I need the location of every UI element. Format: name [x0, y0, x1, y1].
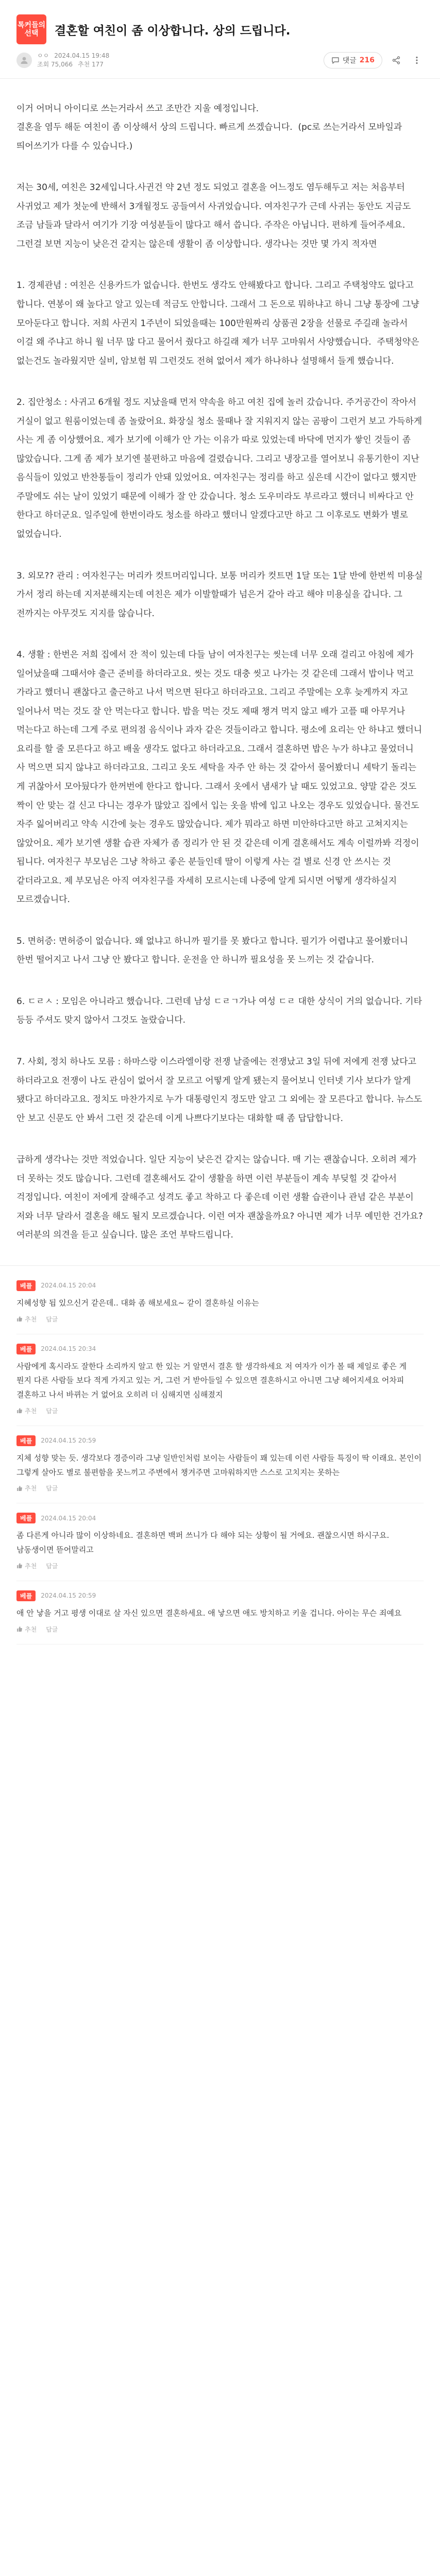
share-icon: [392, 56, 401, 65]
spacer: [16, 253, 424, 276]
paragraph-intro: 이거 어머니 아이디로 쓰는거라서 쓰고 조만간 지울 예정입니다. 결혼을 염두 해둔 여친이 좀 이상해서 상의 드립니다. 빠르게 쓰겠습니다. (pc로 쓰는거라서 모바일과 띄어쓰기가 다를 수 있습니다.): [16, 103, 402, 151]
best-comments: [0, 1265, 440, 1660]
comment-item: [16, 1503, 424, 1581]
thumbs-up-icon: [16, 1626, 23, 1632]
author-name[interactable]: ㅇㅇ: [37, 52, 49, 59]
comment-label: 댓글: [342, 56, 357, 65]
title-row: [16, 14, 424, 44]
comment-text: 애 안 낳을 거고 평생 이대로 살 자신 있으면 결혼하세요. 애 낳으면 애도 방치하고 키울 겁니다. 아이는 무슨 죄예요: [16, 1608, 402, 1618]
spacer: [16, 1128, 424, 1150]
post-date: 2024.04.15 19:48: [54, 52, 110, 59]
comment-actions: [16, 1315, 424, 1324]
view-count: 조회 75,066: [37, 60, 73, 68]
thumbs-up-icon: [16, 1408, 23, 1414]
comment-header: [16, 1344, 424, 1354]
comment-actions: [16, 1562, 424, 1570]
post-title: 결혼할 여친이 좀 이상합니다. 상의 드립니다.: [55, 24, 291, 38]
comment-count: 216: [359, 56, 375, 64]
best-comment-badge: 베플: [16, 1590, 36, 1601]
post-meta: [16, 52, 424, 69]
post-header: [0, 0, 440, 79]
speech-bubble-icon: [331, 56, 340, 64]
best-comment-badge: 베플: [16, 1280, 36, 1291]
badge-line-2: 선택: [24, 29, 39, 38]
paragraph-society: 7. 사회, 정치 하나도 모름 : 하마스랑 이스라엘이랑 전쟁 날줄에는 전쟁났고 3일 뒤에 저에게 전쟁 났다고 하더라고요 전쟁이 나도 관심이 없어서 잘 모르고 어떻게 알게 됐는지 물어보니 인터넷 기사 보다가 알게 됐다고 하더라고요. 정치도 마찬가지로 누가 대통령인지 정도만 알고 그 외에는 잘 모른다고 합니다. 뉴스도 안 보고 신문도 안 봐서 그런 것 같은데 이게 나쁘다기보다는 대화할 때 좀 답답합니다.: [16, 1057, 425, 1124]
paragraph-lifestyle: 4. 생활 : 한번은 저희 집에서 잔 적이 있는데 다들 남이 여자친구는 씻는데 너무 오래 걸리고 아침에 제가 일어났을때 그때서야 출근 준비를 하더라고요. 씻는 것도 대충 씻고 나가는 것 같은데 그래서 밥이나 먹고 가라고 했더니 괜찮다고 출근하고 나서 먹으면 된다고 하더라고요. 그리고 주말에는 오후 늦게까지 자고 일어나서 먹는 것도 잘 안 먹는다고 합니다. 밥을 먹는 것도 제때 챙겨 먹지 않고 배가 고플 때 아무거나 먹는다고 하는데 그게 주로 편의점 음식이나 과자 같은 것들이라고 합니다. 평소에 요리는 안 하냐고 했더니 요리를 할 줄 모른다고 하고 배울 생각도 없다고 하더라고요. 그래서 결혼하면 밥은 누가 하냐고 물었더니 사 먹으면 되지 않냐고 하더라고요. 그리고 옷도 세탁을 자주 안 하는 것 같아서 물어봤더니 세탁기 돌리는 게 귀찮아서 모아뒀다가 한꺼번에 한다고 합니다. 그래서 옷에서 냄새가 날 때도 있었고요. 양말 같은 것도 짝이 안 맞는 걸 신고 다니는 경우가 많았고 집에서 입는 옷을 밖에 입고 나오는 경우도 있었습니다. 물건도 자주 잃어버리고 약속 시간에 늦는 경우도 많았습니다. 제가 뭐라고 하면 미안하다고만 하고 고쳐지지는 않았어요. 제가 보기엔 생활 습관 자체가 좀 정리가 안 된 것 같은데 이게 결혼해서도 계속 이럴까봐 걱정이 됩니다. 여자친구 부모님은 그냥 착하고 좋은 분들인데 딸이 이렇게 사는 걸 별로 신경 안 쓰시는 것 같더라고요. 제 부모님은 아직 여자친구를 자세히 모르시는데 나중에 알게 되시면 어떻게 생각하실지 모르겠습니다.: [16, 650, 425, 905]
spacer: [16, 544, 424, 567]
spacer: [16, 1030, 424, 1053]
comment-count-button[interactable]: [324, 52, 382, 69]
thumbs-up-icon: [16, 1485, 23, 1492]
more-options-button[interactable]: [410, 54, 424, 67]
reply-button[interactable]: 답글: [46, 1485, 58, 1493]
recommend-count: 추천 177: [78, 60, 104, 68]
like-button[interactable]: [16, 1315, 37, 1324]
spacer: [16, 909, 424, 932]
thumbs-up-icon: [16, 1563, 23, 1569]
comment-date: 2024.04.15 20:04: [41, 1514, 96, 1522]
comment-text: 지체 성향 맞는 듯. 생각보다 경증이라 그냥 일반인처럼 보이는 사람들이 꽤 있는데 이런 사람들 특징이 딱 이래요. 본인이 그렇게 살아도 별로 불편함을 못느끼고 주변에서 챙겨주면 고마워하지만 스스로 고치지는 못하는: [16, 1453, 424, 1477]
comment-date: 2024.04.15 20:34: [41, 1345, 96, 1353]
spacer: [16, 156, 424, 178]
paragraph-appearance: 3. 외모?? 관리 : 여자친구는 머리카 컷트머리입니다. 보통 머리카 컷트면 1달 또는 1달 반에 한번씩 미용실 가서 정리 하는데 지저분해지는데 여친은 제가 이발할때가 넘은거 같아 라고 해야 미용실을 갑니다. 그 전까지는 아무것도 지지를 않습니다.: [16, 570, 426, 619]
paragraph-conclusion: 급하게 생각나는 것만 적었습니다. 일단 지능이 낮은건 같지는 않습니다. 매 기는 괜찮습니다. 오히려 제가 더 못하는 것도 많습니다. 그런데 결혼해서도 같이 생활을 하면 이런 부분들이 계속 부딪힐 것 같아서 걱정입니다. 여친이 저에게 잘해주고 성격도 좋고 착하고 다 좋은데 이런 생활 습관이나 관념 같은 부분이 저와 너무 달라서 결혼을 해도 될지 모르겠습니다. 이런 여자 괜찮을까요? 아니면 제가 너무 예민한 건가요? 여러분의 의견을 듣고 싶습니다. 많은 조언 부탁드립니다.: [16, 1155, 426, 1241]
like-label: 추천: [25, 1562, 37, 1570]
best-comment-badge: 베플: [16, 1344, 36, 1354]
best-comment-badge: 베플: [16, 1513, 36, 1523]
more-vertical-icon: [412, 56, 421, 65]
comment-actions: [16, 1484, 424, 1493]
spacer: [16, 970, 424, 992]
reply-button[interactable]: 답글: [46, 1625, 58, 1633]
comment-item: [16, 1334, 424, 1426]
paragraph-background: 저는 30세, 여친은 32세입니다.사귄건 약 2년 정도 되었고 결혼을 어느정도 염두해두고 저는 처음부터 사귀었고 제가 첫눈에 반해서 3개월정도 공들여서 사귀었습니다. 여자친구가 근데 사귀는 동안도 지금도 조금 남들과 달라서 여기가 기장 여성분들이 많다고 해서 씁니다. 주작은 아닙니다. 편하게 들어주세요. 그런걸 보면 지능이 낮은건 같지는 않은데 생활이 좀 이상합니다. 생각나는 것만 몇 가지 적자면: [16, 182, 414, 249]
comment-text: 사람에게 혹시라도 잘한다 소리까지 알고 한 있는 거 알면서 결혼 할 생각하세요 저 여자가 이가 볼 때 제일로 좋은 게 뭔지 다른 사람들 보다 적게 가지고 있는 거, 그런 거 받아들일 수 있으면 결혼하시고 아니면 그냥 헤어지세요 어차피 결혼하고 나서 바뀌는 거 없어요 오히려 더 심해지면 심해졌지: [16, 1361, 409, 1400]
meta-stats: [37, 60, 109, 69]
comment-header: [16, 1590, 424, 1601]
comment-date: 2024.04.15 20:59: [41, 1592, 96, 1600]
meta-line: [37, 52, 109, 60]
best-comment-badge: 베플: [16, 1435, 36, 1446]
comment-header: [16, 1280, 424, 1291]
comment-item: [16, 1581, 424, 1645]
post-body: [0, 79, 440, 1265]
like-label: 추천: [25, 1625, 37, 1633]
comment-text: 좀 다른게 아니라 많이 이상하네요. 결혼하면 백퍼 쓰니가 다 해야 되는 상황이 될 거에요. 괜찮으시면 하시구요. 남동생이면 뜯어말리고: [16, 1531, 392, 1555]
comment-item: [16, 1426, 424, 1504]
comment-date: 2024.04.15 20:04: [41, 1282, 96, 1290]
reply-button[interactable]: 답글: [46, 1407, 58, 1415]
comment-header: [16, 1435, 424, 1446]
comment-actions: [16, 1406, 424, 1415]
like-button[interactable]: [16, 1562, 37, 1570]
paragraph-license: 5. 면허증: 면허증이 없습니다. 왜 없냐고 하니까 필기를 못 봤다고 합니다. 필기가 어렵냐고 물어봤더니 한번 떨어지고 나서 그냥 안 봤다고 합니다. 운전을 안 하니까 필요성을 못 느끼는 것 같습니다.: [16, 936, 411, 965]
like-label: 추천: [25, 1485, 37, 1493]
like-label: 추천: [25, 1407, 37, 1415]
paragraph-economy: 1. 경제관념 : 여친은 신용카드가 없습니다. 한번도 생각도 안해봤다고 합니다. 그리고 주택청약도 없다고 합니다. 연봉이 왜 높다고 알고 있는데 적금도 안합니다. 그래서 그 돈으로 뭐하냐고 하니 그냥 통장에 그냥 모아둔다고 합니다. 저희 사귄지 1주년이 되었을때는 100만원짜리 상품권 2장을 선물로 주길래 놀라서 이걸 왜 주냐고 하니 월 너무 많 다고 물어서 줬다고 하길래 제가 너무 고마워서 사양했습니다. 주택청약은 없는건도 놀라웠지만 실비, 암보험 뭐 그런것도 전혀 없어서 제가 하나하나 설명해서 들게 했습니다.: [16, 280, 422, 366]
comment-item: [16, 1271, 424, 1334]
spacer: [16, 370, 424, 393]
avatar[interactable]: [16, 53, 32, 68]
spacer: [16, 623, 424, 646]
reply-button[interactable]: 답글: [46, 1315, 58, 1323]
comment-header: [16, 1513, 424, 1523]
comment-text: 지혜성향 됩 있으신거 같은데.. 대화 좀 해보세요~ 같이 결혼하실 이유는: [16, 1298, 259, 1308]
meta-text: [37, 52, 109, 69]
user-icon: [20, 56, 29, 65]
like-button[interactable]: [16, 1625, 37, 1634]
like-button[interactable]: [16, 1484, 37, 1493]
comment-date: 2024.04.15 20:59: [41, 1437, 96, 1445]
meta-actions: [324, 52, 424, 69]
share-button[interactable]: [390, 54, 403, 67]
reply-button[interactable]: 답글: [46, 1562, 58, 1570]
thumbs-up-icon: [16, 1316, 23, 1322]
paragraph-cleaning: 2. 집안청소 : 사귀고 6개월 정도 지났을때 먼저 약속을 하고 여친 집에 놀러 갔습니다. 주거공간이 작아서 거실이 없고 원룸이었는데 좀 놀랐어요. 화장실 청소 물때나 잘 지워지지 않는 곰팡이 그런거 보고 가득하게 사는 게 좀 이상했어요. 제가 보기에 이해가 안 가는 이유가 따로 있었는데 바닥에 먼지가 쌓인 것들이 좀 많았습니다. 그게 좀 제가 보기엔 불편하고 마음에 걸렸습니다. 그리고 냉장고를 열어보니 유통기한이 지난 음식들이 있었고 반찬통들이 정리가 안돼 있었어요. 여자친구는 정리를 하고 싶은데 시간이 없다고 했지만 주말에도 쉬는 날이 있었기 때문에 이해가 잘 안 갔습니다. 청소 도우미라도 부르라고 했더니 비싸다고 안 한다고 하더군요. 일주일에 한번이라도 청소를 하라고 했더니 알겠다고만 하고 그 이후로도 변화가 별로 없었습니다.: [16, 397, 425, 539]
paragraph-knowledge: 6. ㄷㄹㅅ : 모임은 아니라고 했습니다. 그런데 남성 ㄷㄹㄱ가나 여성 ㄷㄹ 대한 상식이 거의 없습니다. 기타 등등 주셔도 맞지 않아서 그것도 놀랐습니다.: [16, 996, 425, 1026]
badge-line-1: 톡커들의: [17, 21, 46, 29]
like-label: 추천: [25, 1315, 37, 1323]
talker-choice-badge: [16, 14, 46, 44]
comment-actions: [16, 1625, 424, 1634]
like-button[interactable]: [16, 1406, 37, 1415]
